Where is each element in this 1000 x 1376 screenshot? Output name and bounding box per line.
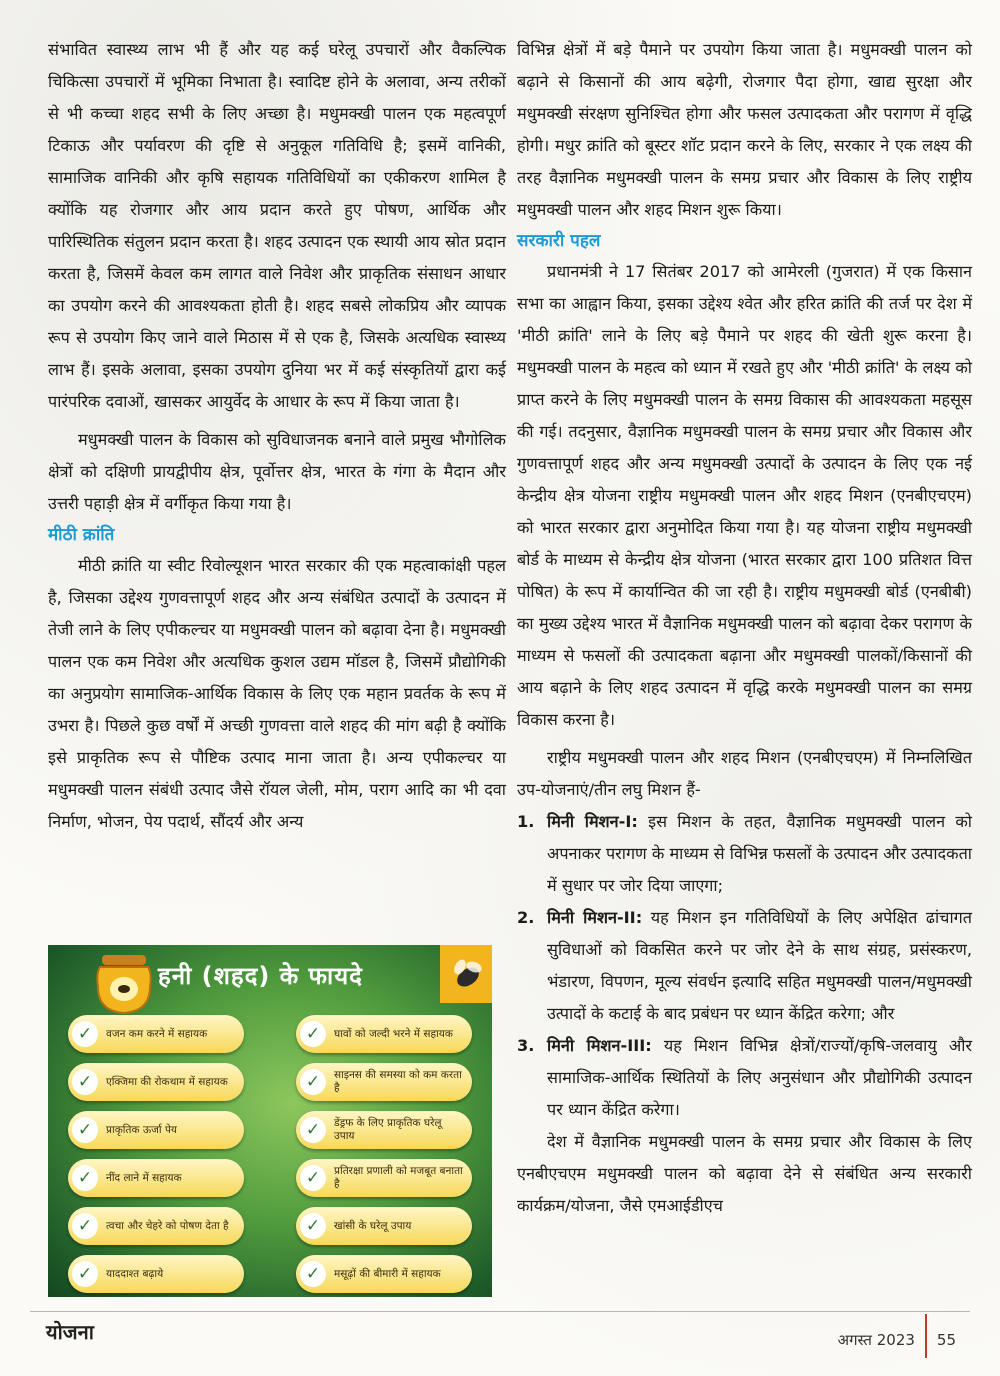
body-paragraph: प्रधानमंत्री ने 17 सितंबर 2017 को आमेरली (गुजरात) में एक किसान सभा का आह्वान किया, इसका उद्देश्य श्वेत और हरित क्रांति की तर्ज पर देश में 'मीठी क्रांति' लाने के लिए बड़े पैमाने पर शहद की खेती शुरू करना है। मधुमक्खी पालन के महत्व को ध्यान में रखते हुए और 'मीठी क्रांति' के लक्ष्य को प्राप्त करने के लिए मधुमक्खी पालन के समग्र विकास की आवश्यकता महसूस की गई। तदनुसार, वैज्ञानिक मधुमक्खी पालन के समग्र प्रचार और विकास और गुणवत्तापूर्ण शहद और अन्य मधुमक्खी उत्पादों के उत्पादन के लिए एक नई केन्द्रीय क्षेत्र योजना राष्ट्रीय मधुमक्खी पालन और शहद मिशन (एनबीएचएम) को भारत सरकार द्वारा अनुमोदित किया गया है। यह योजना राष्ट्रीय मधुमक्खी बोर्ड के माध्यम से केन्द्रीय क्षेत्र योजना (भारत सरकार द्वारा 100 प्रतिशत वित्त पोषित) के रूप में कार्यान्वित की जा रही है। राष्ट्रीय मधुमक्खी बोर्ड (एनबीबी) का मुख्य उद्देश्य भारत में वैज्ञानिक मधुमक्खी पालन को बढ़ावा देकर परागण के माध्यम से फसलों की उत्पादकता बढ़ाना और मधुमक्खी पालकों/किसानों की आय बढ़ाने के लिए शहद उत्पादन में वृद्धि करके मधुमक्खी पालन का समग्र विकास करना है।	[517, 262, 972, 729]
benefit-label: खांसी के घरेलू उपाय	[334, 1219, 412, 1232]
body-paragraph: मधुमक्खी पालन के विकास को सुविधाजनक बनाने वाले प्रमुख भौगोलिक क्षेत्रों को दक्षिणी प्रायद्वीपीय क्षेत्र, पूर्वोत्तर क्षेत्र, भारत के गंगा के मैदान और उत्तरी पहाड़ी क्षेत्र में वर्गीकृत किया गया है।	[48, 430, 506, 513]
benefit-label: एक्जिमा की रोकथाम में सहायक	[106, 1075, 228, 1088]
mission-number: 2.	[517, 908, 535, 927]
section-heading: सरकारी पहल	[517, 231, 601, 251]
benefit-pill	[68, 1063, 244, 1101]
mission-title: मिनी मिशन-I:	[547, 812, 638, 831]
benefits-list-right	[296, 1015, 472, 1297]
benefit-pill	[296, 1111, 472, 1149]
footer-separator	[925, 1314, 927, 1358]
check-icon: ✓	[72, 1021, 98, 1047]
check-icon: ✓	[300, 1165, 326, 1191]
check-icon: ✓	[300, 1213, 326, 1239]
check-icon: ✓	[72, 1069, 98, 1095]
benefit-pill	[296, 1255, 472, 1293]
check-icon: ✓	[72, 1213, 98, 1239]
body-paragraph: संभावित स्वास्थ्य लाभ भी हैं और यह कई घरेलू उपचारों और वैकल्पिक चिकित्सा उपचारों में भूमिका निभाता है। स्वादिष्ट होने के अलावा, अन्य तरीकों से भी कच्चा शहद सभी के लिए अच्छा है। मधुमक्खी पालन एक महत्वपूर्ण टिकाऊ और पर्यावरण की दृष्टि से अनुकूल गतिविधि है; इसमें वानिकी, सामाजिक वानिकी और कृषि सहायक गतिविधियों का एकीकरण शामिल है क्योंकि यह रोजगार और आय प्रदान करते हुए पोषण, आर्थिक और पारिस्थितिक संतुलन प्रदान करता है। शहद उत्पादन एक स्थायी आय स्रोत प्रदान करता है, जिसमें केवल कम लागत वाले निवेश और प्राकृतिक संसाधन आधार का उपयोग करने की आवश्यकता होती है। शहद सबसे लोकप्रिय और व्यापक रूप से उपयोग किए जाने वाले मिठास में से एक है, जिसके अत्यधिक स्वास्थ्य लाभ हैं। इसके अलावा, इसका उपयोग दुनिया भर में कई संस्कृतियों द्वारा कई पारंपरिक दवाओं, खासकर आयुर्वेद के आधार के रूप में किया जाता है।	[48, 40, 506, 411]
benefit-label: साइनस की समस्या को कम करता है	[334, 1069, 462, 1094]
benefit-pill	[296, 1063, 472, 1101]
mission-item	[517, 1030, 972, 1126]
benefit-label: वजन कम करने में सहायक	[106, 1027, 208, 1040]
check-icon: ✓	[300, 1117, 326, 1143]
mission-title: मिनी मिशन-III:	[547, 1036, 652, 1055]
check-icon: ✓	[72, 1165, 98, 1191]
infographic-title: हनी (शहद) के फायदे	[158, 962, 363, 990]
mission-text: इस मिशन के तहत, वैज्ञानिक मधुमक्खी पालन को अपनाकर परागण के माध्यम से विभिन्न फसलों के उत्पादन और उत्पादकता में सुधार पर जोर दिया जाएगा;	[547, 812, 973, 895]
check-icon: ✓	[300, 1069, 326, 1095]
check-icon: ✓	[72, 1261, 98, 1287]
section-heading: मीठी क्रांति	[48, 525, 115, 545]
benefit-pill	[296, 1159, 472, 1197]
right-column	[517, 34, 972, 1222]
mission-item	[517, 902, 972, 1030]
benefit-pill	[296, 1207, 472, 1245]
benefit-label: घावों को जल्दी भरने में सहायक	[334, 1027, 453, 1040]
magazine-name: योजना	[46, 1320, 94, 1344]
benefits-list-left	[68, 1015, 244, 1297]
honey-jar-icon	[94, 953, 154, 1017]
benefit-label: प्रतिरक्षा प्रणाली को मजबूत बनाता है	[334, 1165, 463, 1190]
mission-text: यह मिशन विभिन्न क्षेत्रों/राज्यों/कृषि-जलवायु और सामाजिक-आर्थिक स्थितियों के लिए अनुसंधान और प्रौद्योगिकी उत्पादन पर ध्यान केंद्रित करेगा।	[547, 1036, 973, 1119]
mission-list	[517, 806, 972, 1126]
left-column	[48, 34, 506, 838]
footer-divider	[30, 1311, 970, 1312]
benefit-pill	[68, 1207, 244, 1245]
benefit-label: नींद लाने में सहायक	[106, 1171, 182, 1184]
mission-number: 3.	[517, 1036, 535, 1055]
benefit-pill	[68, 1255, 244, 1293]
mission-text: यह मिशन इन गतिविधियों के लिए अपेक्षित ढांचागत सुविधाओं को विकसित करने पर जोर देने के साथ संग्रह, प्रसंस्करण, भंडारण, विपणन, मूल्य संवर्धन इत्यादि सहित मधुमक्खी पालन/मधुमक्खी उत्पादों के कटाई के बाद प्रबंधन पर ध्यान केंद्रित करेगा; और	[547, 908, 972, 1023]
mission-item	[517, 806, 972, 902]
body-paragraph: विभिन्न क्षेत्रों में बड़े पैमाने पर उपयोग किया जाता है। मधुमक्खी पालन को बढ़ाने से किसानों की आय बढ़ेगी, रोजगार पैदा होगा, खाद्य सुरक्षा और मधुमक्खी संरक्षण सुनिश्चित होगा और फसल उत्पादकता और परागण में वृद्धि होगी। मधुर क्रांति को बूस्टर शॉट प्रदान करने के लिए, सरकार ने एक लक्ष्य की तरह वैज्ञानिक मधुमक्खी पालन के समग्र प्रचार और विकास के लिए राष्ट्रीय मधुमक्खी पालन और शहद मिशन शुरू किया।	[517, 40, 972, 219]
check-icon: ✓	[72, 1117, 98, 1143]
page-number: 55	[936, 1331, 956, 1349]
benefit-label: डेंड्रफ के लिए प्राकृतिक घरेलू उपाय	[334, 1117, 442, 1142]
bee-icon	[440, 945, 492, 1003]
benefit-pill	[68, 1111, 244, 1149]
mission-number: 1.	[517, 812, 535, 831]
benefit-pill	[296, 1015, 472, 1053]
benefit-label: मसूढ़ों की बीमारी में सहायक	[334, 1267, 441, 1280]
benefit-pill	[68, 1159, 244, 1197]
check-icon: ✓	[300, 1021, 326, 1047]
honey-benefits-infographic	[48, 945, 492, 1297]
issue-date: अगस्त 2023	[837, 1331, 915, 1349]
body-paragraph: राष्ट्रीय मधुमक्खी पालन और शहद मिशन (एनबीएचएम) में निम्नलिखित उप-योजनाएं/तीन लघु मिशन हैं-	[517, 748, 972, 799]
check-icon: ✓	[300, 1261, 326, 1287]
body-paragraph: देश में वैज्ञानिक मधुमक्खी पालन के समग्र प्रचार और विकास के लिए एनबीएचएम मधुमक्खी पालन को बढ़ावा देने से संबंधित अन्य सरकारी कार्यक्रम/योजना, जैसे एमआईडीएच	[517, 1132, 972, 1215]
benefit-pill	[68, 1015, 244, 1053]
benefit-label: त्वचा और चेहरे को पोषण देता है	[106, 1219, 229, 1232]
footer-issue-info	[838, 1322, 956, 1358]
benefit-label: प्राकृतिक ऊर्जा पेय	[106, 1123, 178, 1136]
benefit-label: याददाश्त बढ़ाये	[106, 1267, 164, 1280]
body-paragraph: मीठी क्रांति या स्वीट रिवोल्यूशन भारत सरकार की एक महत्वाकांक्षी पहल है, जिसका उद्देश्य गुणवत्तापूर्ण शहद और अन्य संबंधित उत्पादों के उत्पादन में तेजी लाने के लिए एपीकल्चर या मधुमक्खी पालन को बढ़ावा देना है। मधुमक्खी पालन एक कम निवेश और अत्यधिक कुशल उद्यम मॉडल है, जिसमें प्रौद्योगिकी का अनुप्रयोग सामाजिक-आर्थिक विकास के लिए एक महान प्रवर्तक के रूप में उभरा है। पिछले कुछ वर्षों में अच्छी गुणवत्ता वाले शहद की मांग बढ़ी है क्योंकि इसे प्राकृतिक रूप से पौष्टिक उत्पाद माना जाता है। अन्य एपीकल्चर या मधुमक्खी पालन संबंधी उत्पाद जैसे रॉयल जेली, मोम, पराग आदि का भी दवा निर्माण, भोजन, पेय पदार्थ, सौंदर्य और अन्य	[48, 556, 506, 831]
mission-title: मिनी मिशन-II:	[547, 908, 643, 927]
